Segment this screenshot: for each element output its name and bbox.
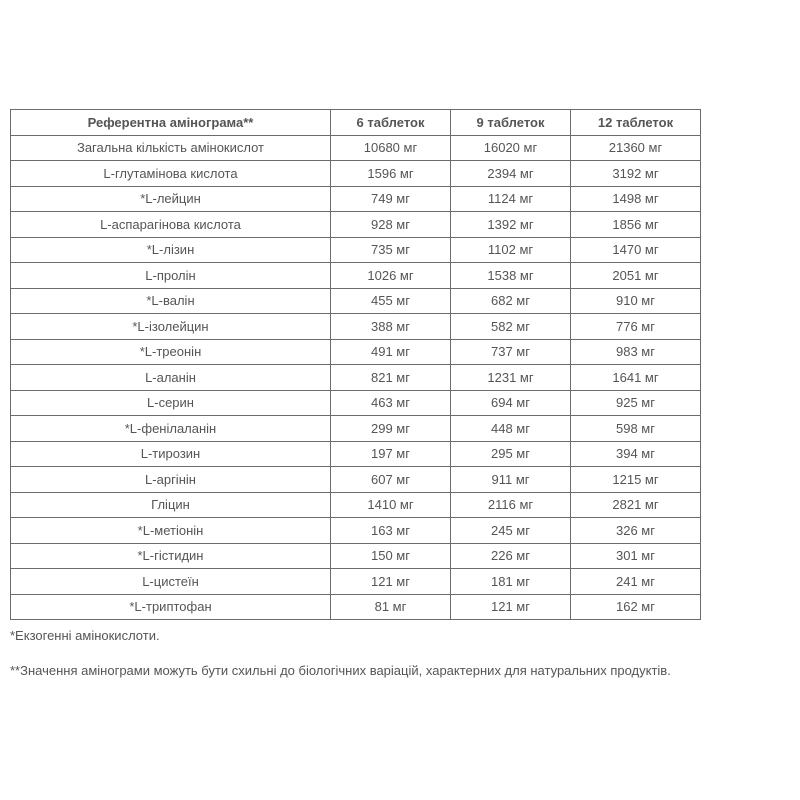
value-6-tablets: 121 мг xyxy=(331,569,451,595)
value-12-tablets: 3192 мг xyxy=(571,161,701,187)
value-6-tablets: 150 мг xyxy=(331,543,451,569)
value-12-tablets: 21360 мг xyxy=(571,135,701,161)
value-12-tablets: 326 мг xyxy=(571,518,701,544)
value-6-tablets: 491 мг xyxy=(331,339,451,365)
header-6-tablets: 6 таблеток xyxy=(331,110,451,136)
amino-acid-name: *L-ізолейцин xyxy=(11,314,331,340)
value-9-tablets: 582 мг xyxy=(451,314,571,340)
table-row xyxy=(11,288,701,314)
table-row xyxy=(11,339,701,365)
table-row xyxy=(11,416,701,442)
table-row xyxy=(11,441,701,467)
value-12-tablets: 394 мг xyxy=(571,441,701,467)
value-9-tablets: 2116 мг xyxy=(451,492,571,518)
value-6-tablets: 928 мг xyxy=(331,212,451,238)
value-6-tablets: 163 мг xyxy=(331,518,451,544)
value-6-tablets: 197 мг xyxy=(331,441,451,467)
table-row xyxy=(11,543,701,569)
value-9-tablets: 448 мг xyxy=(451,416,571,442)
value-12-tablets: 1470 мг xyxy=(571,237,701,263)
value-9-tablets: 16020 мг xyxy=(451,135,571,161)
table-header-row xyxy=(11,110,701,136)
table-row xyxy=(11,365,701,391)
value-6-tablets: 1410 мг xyxy=(331,492,451,518)
header-aminogram: Референтна амінограма** xyxy=(11,110,331,136)
table-row xyxy=(11,518,701,544)
value-6-tablets: 1026 мг xyxy=(331,263,451,289)
value-9-tablets: 2394 мг xyxy=(451,161,571,187)
value-12-tablets: 2051 мг xyxy=(571,263,701,289)
value-12-tablets: 925 мг xyxy=(571,390,701,416)
value-9-tablets: 694 мг xyxy=(451,390,571,416)
table-row xyxy=(11,594,701,620)
amino-acid-name: *L-лейцин xyxy=(11,186,331,212)
table-row xyxy=(11,186,701,212)
value-12-tablets: 776 мг xyxy=(571,314,701,340)
table-row xyxy=(11,569,701,595)
value-9-tablets: 1231 мг xyxy=(451,365,571,391)
value-12-tablets: 301 мг xyxy=(571,543,701,569)
value-12-tablets: 1215 мг xyxy=(571,467,701,493)
value-12-tablets: 1856 мг xyxy=(571,212,701,238)
value-6-tablets: 299 мг xyxy=(331,416,451,442)
amino-acid-name: *L-валін xyxy=(11,288,331,314)
value-9-tablets: 295 мг xyxy=(451,441,571,467)
table-row xyxy=(11,314,701,340)
amino-acid-name: L-аланін xyxy=(11,365,331,391)
amino-acid-name: L-цистеїн xyxy=(11,569,331,595)
value-6-tablets: 455 мг xyxy=(331,288,451,314)
value-6-tablets: 10680 мг xyxy=(331,135,451,161)
amino-acid-name: *L-треонін xyxy=(11,339,331,365)
amino-acid-name: *L-метіонін xyxy=(11,518,331,544)
footnote-variation: **Значення амінограми можуть бути схильні до біологічних варіацій, характерних для натуральних продуктів. xyxy=(10,663,671,678)
amino-acid-name: L-серин xyxy=(11,390,331,416)
amino-acid-name: *L-фенілаланін xyxy=(11,416,331,442)
value-6-tablets: 81 мг xyxy=(331,594,451,620)
table-row xyxy=(11,390,701,416)
aminogram-table-container xyxy=(10,109,700,620)
value-6-tablets: 1596 мг xyxy=(331,161,451,187)
value-6-tablets: 821 мг xyxy=(331,365,451,391)
amino-acid-name: *L-триптофан xyxy=(11,594,331,620)
table-row xyxy=(11,161,701,187)
amino-acid-name: L-пролін xyxy=(11,263,331,289)
table-row xyxy=(11,135,701,161)
amino-acid-name: *L-лізин xyxy=(11,237,331,263)
header-9-tablets: 9 таблеток xyxy=(451,110,571,136)
table-row xyxy=(11,237,701,263)
value-9-tablets: 682 мг xyxy=(451,288,571,314)
value-6-tablets: 607 мг xyxy=(331,467,451,493)
value-9-tablets: 911 мг xyxy=(451,467,571,493)
table-row xyxy=(11,263,701,289)
footnotes xyxy=(10,628,790,678)
value-9-tablets: 181 мг xyxy=(451,569,571,595)
amino-acid-name: Гліцин xyxy=(11,492,331,518)
value-9-tablets: 121 мг xyxy=(451,594,571,620)
value-9-tablets: 245 мг xyxy=(451,518,571,544)
table-row xyxy=(11,492,701,518)
value-12-tablets: 983 мг xyxy=(571,339,701,365)
value-12-tablets: 1498 мг xyxy=(571,186,701,212)
amino-acid-name: L-аспарагінова кислота xyxy=(11,212,331,238)
header-12-tablets: 12 таблеток xyxy=(571,110,701,136)
value-9-tablets: 1102 мг xyxy=(451,237,571,263)
value-9-tablets: 1392 мг xyxy=(451,212,571,238)
value-12-tablets: 162 мг xyxy=(571,594,701,620)
value-9-tablets: 226 мг xyxy=(451,543,571,569)
aminogram-table xyxy=(10,109,701,620)
value-12-tablets: 1641 мг xyxy=(571,365,701,391)
value-9-tablets: 1538 мг xyxy=(451,263,571,289)
table-row xyxy=(11,212,701,238)
value-6-tablets: 388 мг xyxy=(331,314,451,340)
value-12-tablets: 910 мг xyxy=(571,288,701,314)
value-12-tablets: 598 мг xyxy=(571,416,701,442)
amino-acid-name: L-аргінін xyxy=(11,467,331,493)
value-9-tablets: 1124 мг xyxy=(451,186,571,212)
value-12-tablets: 2821 мг xyxy=(571,492,701,518)
footnote-exogenous: *Екзогенні амінокислоти. xyxy=(10,628,160,643)
amino-acid-name: L-глутамінова кислота xyxy=(11,161,331,187)
value-12-tablets: 241 мг xyxy=(571,569,701,595)
value-6-tablets: 463 мг xyxy=(331,390,451,416)
table-row xyxy=(11,467,701,493)
amino-acid-name: L-тирозин xyxy=(11,441,331,467)
amino-acid-name: Загальна кількість амінокислот xyxy=(11,135,331,161)
value-6-tablets: 735 мг xyxy=(331,237,451,263)
value-9-tablets: 737 мг xyxy=(451,339,571,365)
amino-acid-name: *L-гістидин xyxy=(11,543,331,569)
value-6-tablets: 749 мг xyxy=(331,186,451,212)
